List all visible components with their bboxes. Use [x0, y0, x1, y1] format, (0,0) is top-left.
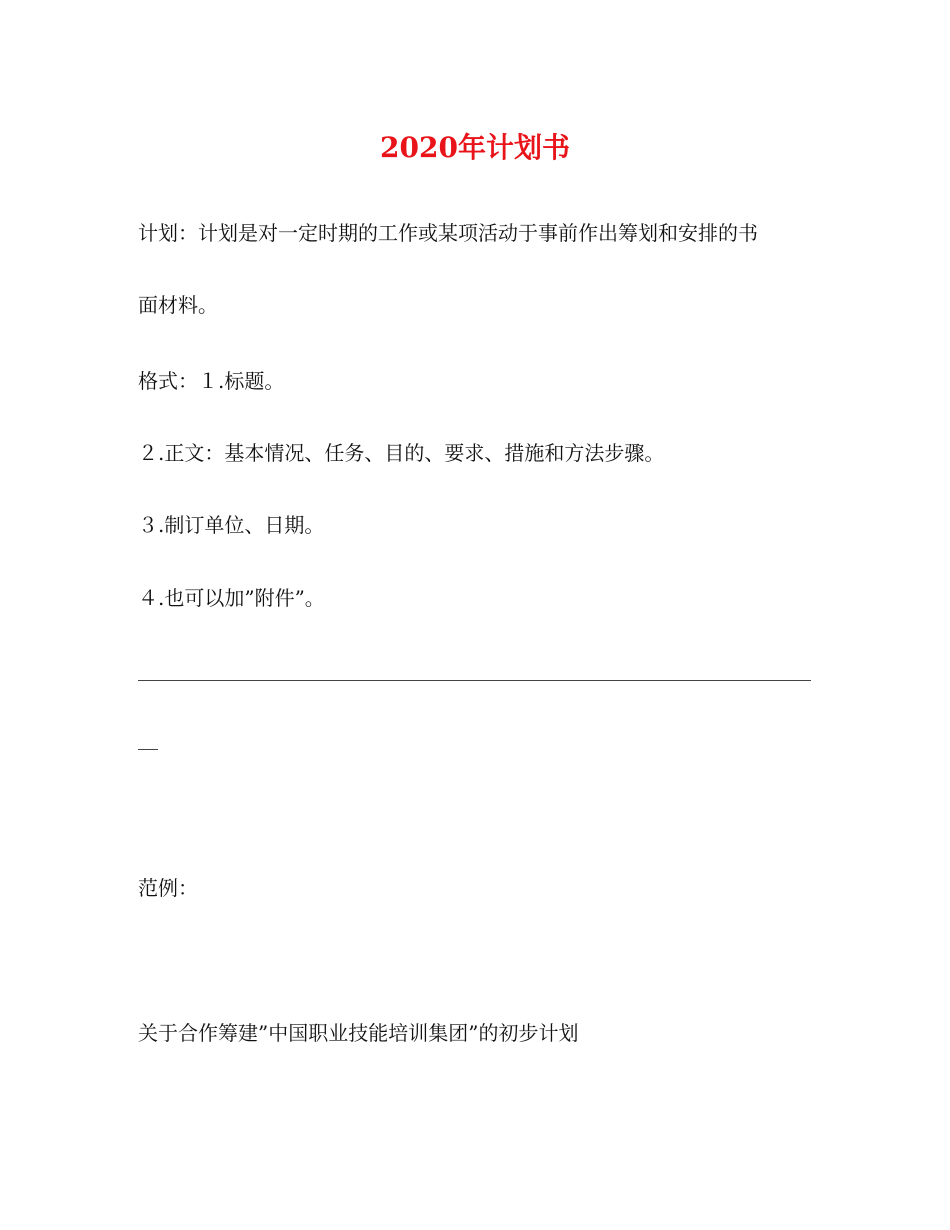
document-title: 2020年计划书 — [380, 131, 570, 164]
example-title: 关于合作筹建”中国职业技能培训集团”的初步计划 — [138, 1021, 579, 1045]
format-item-1: 格式：１.标题。 — [138, 369, 285, 393]
horizontal-divider — [138, 680, 811, 681]
short-divider — [138, 749, 158, 750]
example-label: 范例： — [138, 876, 198, 900]
definition-line-2: 面材料。 — [138, 293, 218, 317]
format-item-3: ３.制订单位、日期。 — [138, 513, 325, 537]
format-item-2: ２.正文：基本情况、任务、目的、要求、措施和方法步骤。 — [138, 441, 665, 465]
format-item-4: ４.也可以加”附件”。 — [138, 586, 325, 610]
definition-line-1: 计划：计划是对一定时期的工作或某项活动于事前作出筹划和安排的书 — [138, 221, 758, 245]
